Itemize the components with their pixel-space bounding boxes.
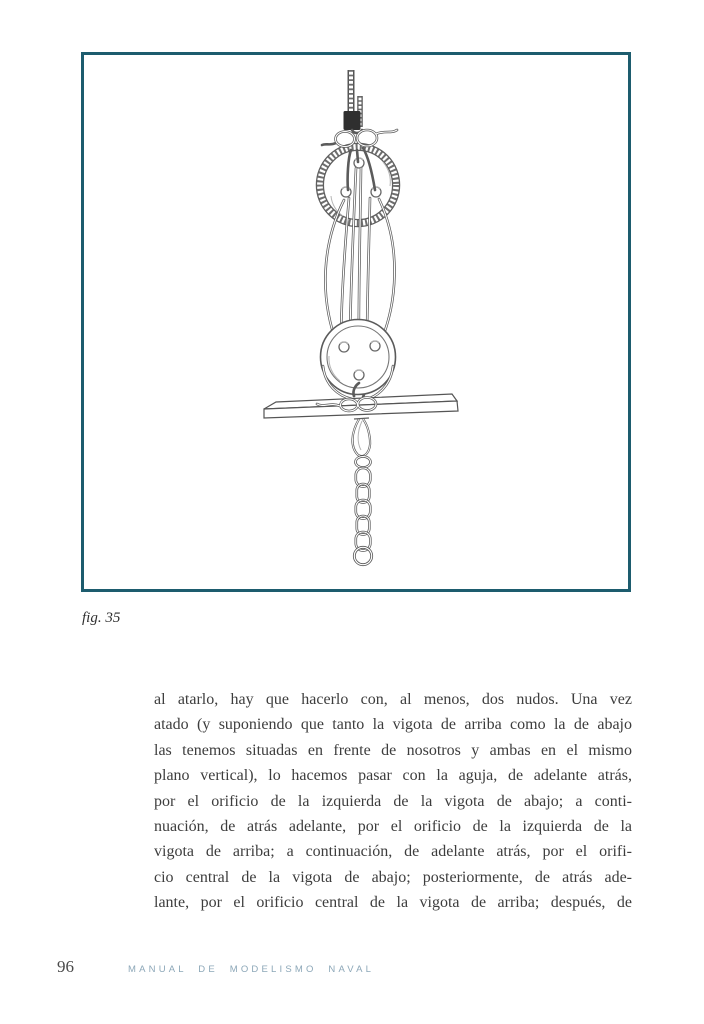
channel-plank <box>264 394 458 418</box>
paragraph-line: atado (y suponiendo que tanto la vigota de arriba como la de abajo <box>154 716 632 734</box>
lower-deadeye <box>321 320 396 401</box>
paragraph-line: vigota de arriba; a continuación, de adelante atrás, por el orifi- <box>154 843 632 861</box>
chain <box>354 457 371 565</box>
figure-frame <box>81 52 631 592</box>
figure-caption: fig. 35 <box>82 610 121 626</box>
seizing-band <box>344 111 361 130</box>
paragraph-line: las tenemos situadas en frente de nosotros y ambas en el mismo <box>154 741 632 759</box>
page-number: 96 <box>57 957 74 976</box>
paragraph-line: cio central de la vigota de abajo; posteriormente, de atrás ade- <box>154 868 632 886</box>
chain-plate-hook <box>352 418 370 456</box>
paragraph-line: nuación, de atrás adelante, por el orificio de la izquierda de la <box>154 817 632 835</box>
rigging-illustration <box>84 55 628 589</box>
running-title: MANUAL DE MODELISMO NAVAL <box>128 964 375 975</box>
upper-knot <box>322 130 397 147</box>
body-paragraph <box>154 687 632 916</box>
paragraph-line: al atarlo, hay que hacerlo con, al menos, dos nudos. Una vez <box>154 691 632 708</box>
paragraph-line: lante, por el orificio central de la vigota de arriba; después, de <box>154 894 632 912</box>
paragraph-line: por el orificio de la izquierda de la vigota de abajo; a conti- <box>154 792 632 810</box>
paragraph-line: plano vertical), lo hacemos pasar con la aguja, de adelante atrás, <box>154 767 632 785</box>
